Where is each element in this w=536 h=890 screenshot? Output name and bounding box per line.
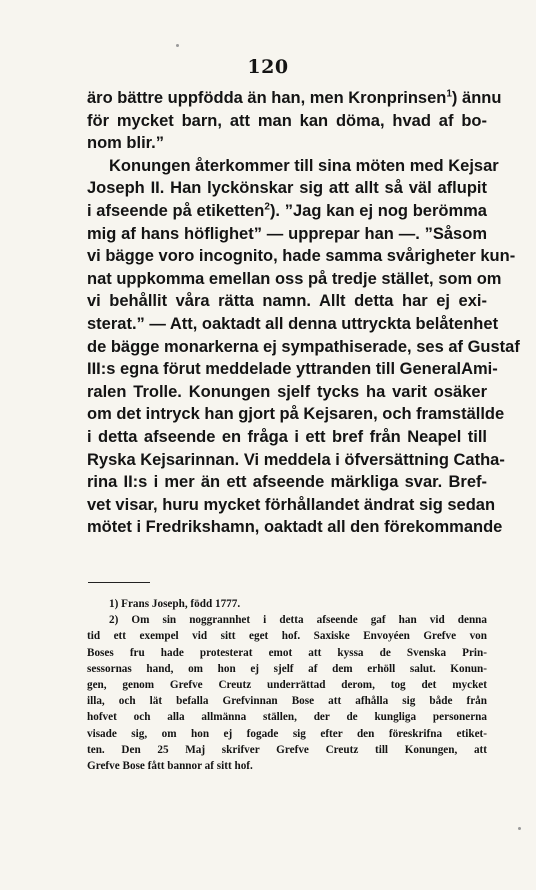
footnote-2-line: sessornas hand, om hon ej sjelf af dem erhöll salut. Konun- xyxy=(87,662,487,675)
body-line: mig af hans höflighet” — upprepar han —. ”Såsom xyxy=(87,224,487,243)
paper-speck xyxy=(518,827,521,830)
body-line: Ryska Kejsarinnan. Vi meddela i öfversättning Catha- xyxy=(87,450,505,469)
body-line: i detta afseende en fråga i ett bref från Neapel till xyxy=(87,427,487,446)
footnote-2-line: ten. Den 25 Maj skrifver Grefve Creutz till Konungen, att xyxy=(87,743,487,756)
body-line: om det intryck han gjort på Kejsaren, och framställde xyxy=(87,405,505,424)
body-line: nat uppkomma emellan oss på tredje stället, som om xyxy=(87,269,502,288)
footnote-2-line: 2) Om sin noggrannhet i detta afseende gaf han vid denna xyxy=(109,614,487,627)
body-line: sterat.” — Att, oaktadt all denna uttryckta belåtenhet xyxy=(87,314,499,333)
body-line: Joseph II. Han lyckönskar sig att allt så väl aflupit xyxy=(87,179,487,198)
body-line: i afseende på etiketten$^2$). ”Jag kan ej nog berömma xyxy=(87,201,487,220)
page-number: 120 xyxy=(247,56,289,78)
body-line-text: ”Jag kan ej nog berömma xyxy=(284,201,487,220)
body-line-text: i afseende på etiketten xyxy=(87,201,265,220)
footnote-2-line: tid ett exempel vid sitt eget hof. Saxiske Envoyéen Grefve von xyxy=(87,630,487,643)
body-line: rina II:s i mer än ett afseende märkliga svar. Bref- xyxy=(87,473,487,492)
body-line-text: äro bättre uppfödda än han, men Kronprinsen xyxy=(87,89,447,107)
footnote-2-line: gen, genom Grefve Creutz underrättad derom, tog det mycket xyxy=(87,679,487,692)
body-line: vi bägge voro incognito, hade samma svårigheter kun- xyxy=(87,247,516,266)
footnotes xyxy=(87,596,487,774)
footnote-marker: 1 xyxy=(446,88,452,100)
footnote-2-line: visade sig, om hon ej fogade sig efter den föreskrifna etiket- xyxy=(87,727,487,740)
body-line: äro bättre uppfödda än han, men Kronprinsen$^1$) ännu xyxy=(87,88,502,107)
body-text xyxy=(87,87,520,539)
body-line: mötet i Fredrikshamn, oaktadt all den förekommande xyxy=(87,518,503,537)
body-line: ralen Trolle. Konungen sjelf tycks ha varit osäker xyxy=(87,382,487,401)
body-line: Konungen återkommer till sina möten med Kejsar xyxy=(109,156,499,175)
paper-speck xyxy=(176,44,179,47)
body-line: vi behållit våra rätta namn. Allt detta har ej exi- xyxy=(87,292,487,311)
footnote-2-line: illa, och lät befalla Grefvinnan Bose att afhålla sig både från xyxy=(87,695,487,708)
body-line: vet visar, huru mycket förhållandet ändrat sig sedan xyxy=(87,495,496,514)
body-line-text: ännu xyxy=(462,89,502,107)
footnote-2-line: hofvet och alla allmänna ställen, der de kungliga personerna xyxy=(87,711,487,724)
body-line: III:s egna förut meddelade yttranden till GeneralAmi- xyxy=(87,360,498,379)
footnote-1: 1) Frans Joseph, född 1777. xyxy=(109,598,241,610)
footnote-divider xyxy=(88,582,150,583)
body-line: för mycket barn, att man kan döma, hvad af bo- xyxy=(87,111,487,130)
footnote-2-line: Boses fru hade protesterat emot att kyssa de Svenska Prin- xyxy=(87,646,487,659)
footnote-2-line: Grefve Bose fått bannor af sitt hof. xyxy=(87,760,253,773)
body-line: de bägge monarkerna ej sympathiserade, ses af Gustaf xyxy=(87,337,520,356)
footnote-marker: 2 xyxy=(264,201,270,213)
body-line: nom blir.” xyxy=(87,134,165,153)
